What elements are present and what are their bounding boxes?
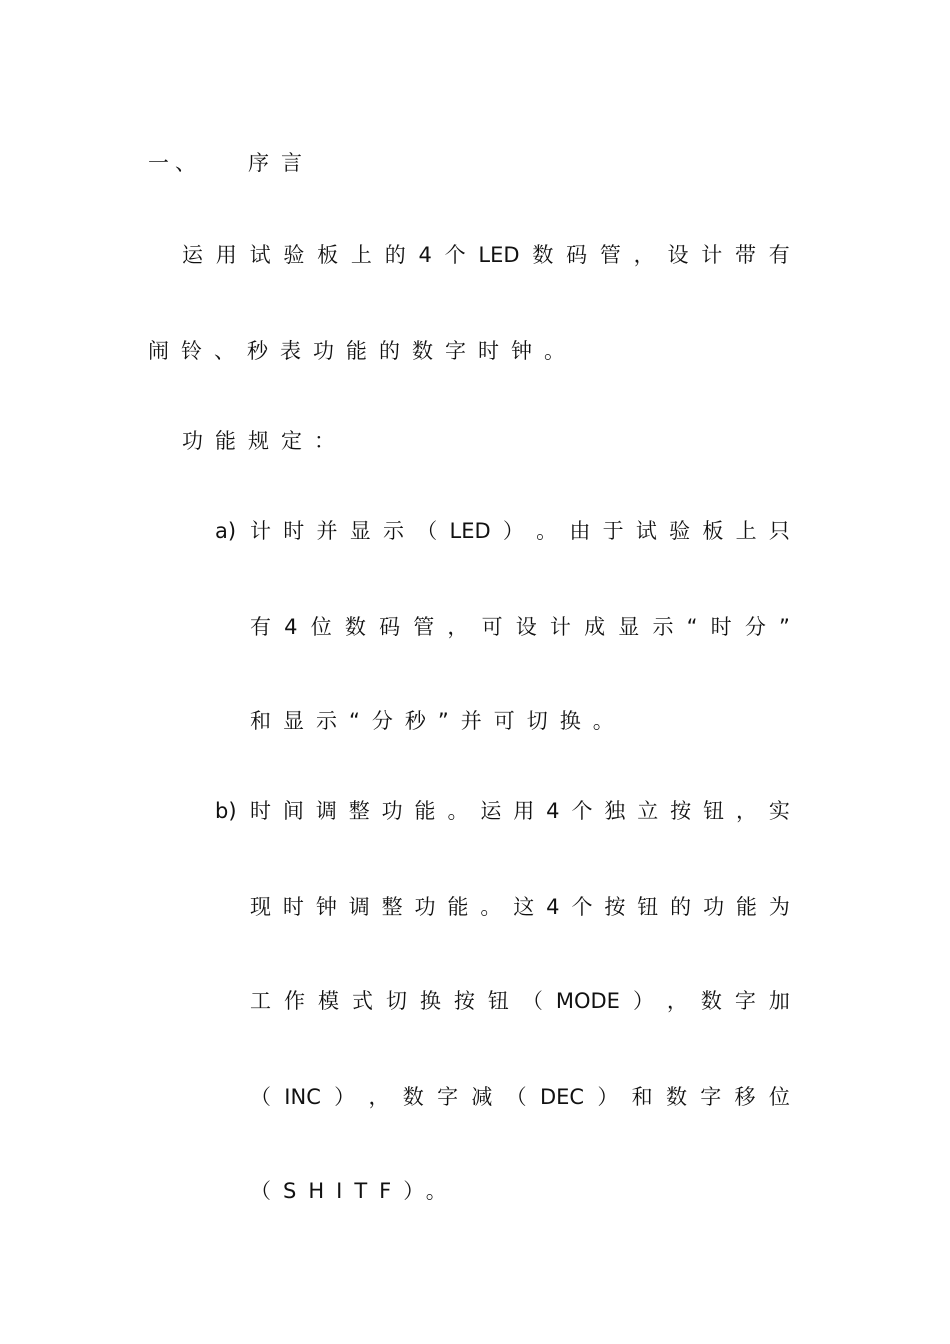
text-glyph: 字	[734, 989, 756, 1013]
text-glyph: 按	[604, 895, 626, 919]
text-glyph: 现	[250, 895, 271, 919]
text-glyph: 显	[349, 519, 371, 543]
text-glyph: （	[416, 519, 438, 543]
item-b-line-4	[250, 1082, 790, 1112]
text-glyph: 数	[532, 243, 554, 267]
text-glyph: 试	[635, 519, 657, 543]
text-glyph: 钮	[637, 895, 659, 919]
text-glyph: ，	[633, 243, 655, 267]
text-glyph: 个	[571, 895, 593, 919]
text-glyph: 按	[453, 989, 475, 1013]
text-glyph: 验	[669, 519, 691, 543]
text-glyph: 用	[215, 243, 237, 267]
text-glyph: 时	[250, 799, 271, 823]
item-b-line-2	[250, 892, 790, 922]
text-glyph: 4	[546, 895, 560, 919]
text-glyph: 有	[768, 243, 790, 267]
text-glyph: 和	[631, 1085, 653, 1109]
text-glyph: 显	[618, 615, 640, 639]
text-glyph: 计	[549, 615, 571, 639]
text-glyph: 整	[381, 895, 403, 919]
text-glyph: 减	[471, 1085, 493, 1109]
text-glyph: 码	[566, 243, 588, 267]
text-glyph: ，	[735, 799, 757, 823]
section-number: 一、	[148, 151, 202, 175]
text-glyph: 用	[513, 799, 535, 823]
text-glyph: 由	[569, 519, 591, 543]
text-glyph: 码	[379, 615, 401, 639]
text-glyph: 。	[536, 519, 558, 543]
text-glyph: ，	[666, 989, 688, 1013]
text-glyph: 功	[703, 895, 725, 919]
text-glyph: 为	[768, 895, 790, 919]
text-glyph: 切	[385, 989, 407, 1013]
text-glyph: 个	[444, 243, 466, 267]
text-glyph: 钮	[487, 989, 509, 1013]
text-glyph: 运	[480, 799, 502, 823]
text-glyph: 。	[447, 799, 469, 823]
text-glyph: 钮	[703, 799, 725, 823]
text-glyph: 功	[381, 799, 403, 823]
text-glyph: 示	[652, 615, 674, 639]
text-glyph: 并	[316, 519, 338, 543]
text-glyph: 可	[481, 615, 503, 639]
text-glyph: 上	[350, 243, 372, 267]
text-glyph: 4	[546, 799, 560, 823]
text-glyph: DEC	[539, 1085, 585, 1109]
text-glyph: 调	[315, 799, 337, 823]
text-glyph: LED	[478, 243, 520, 267]
intro-line-2: 闹铃、秒表功能的数字时钟。	[148, 339, 577, 363]
text-glyph: 上	[735, 519, 757, 543]
text-glyph: 计	[701, 243, 723, 267]
text-glyph: 计	[250, 519, 271, 543]
text-glyph: 式	[351, 989, 373, 1013]
text-glyph: 能	[735, 895, 757, 919]
text-glyph: 移	[734, 1085, 756, 1109]
text-glyph: 时	[282, 895, 304, 919]
text-glyph: 整	[348, 799, 370, 823]
item-a-marker: a)	[215, 519, 237, 543]
text-glyph: 4	[418, 243, 432, 267]
text-glyph: 成	[584, 615, 606, 639]
text-glyph: 的	[670, 895, 692, 919]
text-glyph: INC	[284, 1085, 321, 1109]
item-b-line-1	[250, 796, 790, 826]
text-glyph: MODE	[555, 989, 620, 1013]
requirements-title: 功能规定：	[182, 429, 347, 453]
text-glyph: 立	[637, 799, 659, 823]
text-glyph: 钟	[315, 895, 337, 919]
text-glyph: 字	[437, 1085, 459, 1109]
text-glyph: 间	[282, 799, 304, 823]
text-glyph: 带	[735, 243, 757, 267]
text-glyph: （	[505, 1085, 527, 1109]
text-glyph: 只	[768, 519, 790, 543]
intro-line-1	[182, 240, 790, 270]
text-glyph: 调	[348, 895, 370, 919]
text-glyph: 加	[768, 989, 790, 1013]
text-glyph: 设	[515, 615, 537, 639]
text-glyph: “	[686, 615, 698, 639]
text-glyph: 时	[710, 615, 732, 639]
text-glyph: 时	[283, 519, 305, 543]
text-glyph: 试	[249, 243, 271, 267]
text-glyph: 位	[310, 615, 332, 639]
text-glyph: ）	[597, 1085, 619, 1109]
text-glyph: 作	[283, 989, 305, 1013]
text-glyph: 数	[344, 615, 366, 639]
text-glyph: 实	[768, 799, 790, 823]
item-b-line-3	[250, 986, 790, 1016]
text-glyph: 的	[384, 243, 406, 267]
text-glyph: （	[250, 1085, 271, 1109]
text-glyph: （	[521, 989, 543, 1013]
text-glyph: 有	[250, 615, 271, 639]
text-glyph: 这	[513, 895, 535, 919]
text-glyph: 板	[702, 519, 724, 543]
item-a-line-1	[250, 516, 790, 546]
item-a-line-3: 和显示“分秒”并可切换。	[250, 709, 626, 733]
text-glyph: ）	[632, 989, 654, 1013]
text-glyph: 工	[250, 989, 271, 1013]
text-glyph: 于	[602, 519, 624, 543]
text-glyph: 验	[283, 243, 305, 267]
text-glyph: 模	[317, 989, 339, 1013]
text-glyph: ，	[447, 615, 469, 639]
text-glyph: 字	[700, 1085, 722, 1109]
section-title: 序言	[248, 151, 314, 175]
text-glyph: 个	[571, 799, 593, 823]
text-glyph: 独	[604, 799, 626, 823]
text-glyph: 运	[182, 243, 203, 267]
text-glyph: 分	[744, 615, 766, 639]
item-a-line-2	[250, 612, 790, 642]
text-glyph: 按	[670, 799, 692, 823]
text-glyph: 管	[599, 243, 621, 267]
text-glyph: 换	[419, 989, 441, 1013]
text-glyph: 板	[317, 243, 339, 267]
text-glyph: 4	[284, 615, 298, 639]
text-glyph: 设	[667, 243, 689, 267]
text-glyph: 功	[414, 895, 436, 919]
text-glyph: ，	[368, 1085, 390, 1109]
text-glyph: 示	[383, 519, 404, 543]
text-glyph: 位	[768, 1085, 790, 1109]
text-glyph: 数	[402, 1085, 424, 1109]
text-glyph: ）	[334, 1085, 356, 1109]
text-glyph: ）	[502, 519, 524, 543]
text-glyph: 。	[480, 895, 502, 919]
text-glyph: 数	[665, 1085, 687, 1109]
text-glyph: LED	[449, 519, 491, 543]
item-b-marker: b)	[215, 799, 237, 823]
text-glyph: ”	[779, 615, 790, 639]
item-b-line-5: （SHITF）。	[250, 1179, 459, 1203]
text-glyph: 数	[700, 989, 722, 1013]
text-glyph: 能	[414, 799, 436, 823]
text-glyph: 能	[447, 895, 469, 919]
text-glyph: 管	[413, 615, 435, 639]
